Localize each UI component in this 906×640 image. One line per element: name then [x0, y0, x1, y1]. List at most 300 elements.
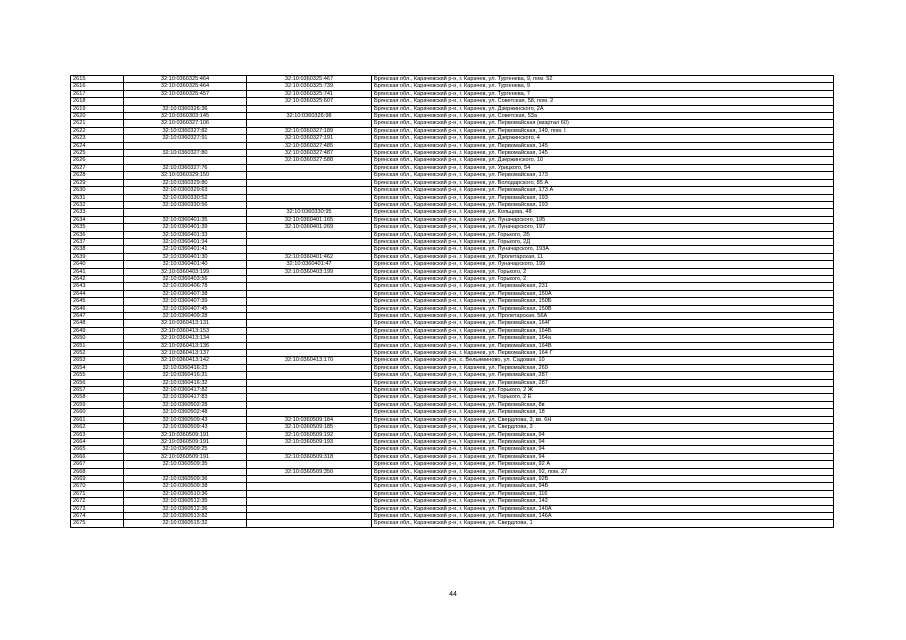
building-cadastral-number-cell: [247, 246, 372, 253]
row-number-cell: 2664: [71, 438, 124, 445]
address-cell: Брянская обл., Карачевский р-н, г. Карачев, ул. Первомайская, 140А: [372, 505, 834, 512]
land-cadastral-number-cell: 32:10:0360403:199: [124, 268, 247, 275]
table-row: [71, 372, 834, 379]
page-number: 44: [449, 591, 457, 598]
land-cadastral-number-cell: 32:10:0360329:80: [124, 179, 247, 186]
row-number-cell: 2672: [71, 498, 124, 505]
building-cadastral-number-cell: [247, 446, 372, 453]
table-row: [71, 90, 834, 97]
address-cell: Брянская обл., Карачевский р-н, г. Карачев, ул. Первомайская, 150А: [372, 290, 834, 297]
building-cadastral-number-cell: [247, 335, 372, 342]
table-row: [71, 313, 834, 320]
land-cadastral-number-cell: 32:10:0360403:56: [124, 275, 247, 282]
land-cadastral-number-cell: 32:10:0360512:35: [124, 498, 247, 505]
building-cadastral-number-cell: [247, 364, 372, 371]
address-cell: Брянская обл., Карачевский р-н, г. Карачев, ул. Первомайская, 231: [372, 283, 834, 290]
building-cadastral-number-cell: [247, 475, 372, 482]
land-cadastral-number-cell: 32:10:0360413:153: [124, 327, 247, 334]
registry-table-body: [71, 76, 834, 528]
address-cell: Брянская обл., Карачевский р-н, г. Карачев, ул. Пролетарская, 11: [372, 253, 834, 260]
address-cell: Брянская обл., Карачевский р-н, г. Карачев, ул. Горького, 2Б: [372, 231, 834, 238]
address-cell: Брянская обл., Карачевский р-н, г. Карачев, ул. Первомайская, 193: [372, 201, 834, 208]
row-number-cell: 2640: [71, 261, 124, 268]
address-cell: Брянская обл., Карачевский р-н, г. Карачев, ул. Первомайская, 94: [372, 446, 834, 453]
land-cadastral-number-cell: 32:10:0360417:82: [124, 387, 247, 394]
row-number-cell: 2668: [71, 468, 124, 475]
land-cadastral-number-cell: 32:10:0360502:48: [124, 409, 247, 416]
address-cell: Брянская обл., Карачевский р-н, г. Карачев, ул. Свердлова, 3, кв. 6Н: [372, 416, 834, 423]
table-row: [71, 446, 834, 453]
address-cell: Брянская обл., Карачевский р-н, г. Карачев, ул. Первомайская, 94Б: [372, 483, 834, 490]
land-cadastral-number-cell: 32:10:0360401:40: [124, 261, 247, 268]
table-row: [71, 512, 834, 519]
address-cell: Брянская обл., Карачевский р-н, г. Карачев, ул. Тургенева, 9: [372, 83, 834, 90]
building-cadastral-number-cell: [247, 327, 372, 334]
address-cell: Брянская обл., Карачевский р-н, г. Карачев, ул. Володарского, 85 А: [372, 179, 834, 186]
address-cell: Брянская обл., Карачевский р-н, г. Карачев, ул. Первомайская, 164Б: [372, 327, 834, 334]
row-number-cell: 2615: [71, 76, 124, 83]
row-number-cell: 2626: [71, 157, 124, 164]
row-number-cell: 2643: [71, 283, 124, 290]
building-cadastral-number-cell: [247, 105, 372, 112]
land-cadastral-number-cell: 32:10:0360325:464: [124, 76, 247, 83]
building-cadastral-number-cell: [247, 350, 372, 357]
land-cadastral-number-cell: 32:10:0360413:131: [124, 320, 247, 327]
address-cell: Брянская обл., Карачевский р-н, г. Карачев, ул. Первомайская, 8в: [372, 401, 834, 408]
land-cadastral-number-cell: 32:10:0360515:32: [124, 520, 247, 527]
land-cadastral-number-cell: 32:10:0360509:38: [124, 483, 247, 490]
building-cadastral-number-cell: [247, 283, 372, 290]
land-cadastral-number-cell: [124, 98, 247, 105]
row-number-cell: 2665: [71, 446, 124, 453]
land-cadastral-number-cell: 32:10:0360502:28: [124, 401, 247, 408]
address-cell: Брянская обл., Карачевский р-н, г. Карачев, ул. Первомайская, 92Б: [372, 475, 834, 482]
table-row: [71, 298, 834, 305]
address-cell: Брянская обл., Карачевский р-н, г. Карачев, ул. Тургенева, 9, пом. 52: [372, 76, 834, 83]
table-row: [71, 483, 834, 490]
address-cell: Брянская обл., Карачевский р-н, г. Карачев, ул. Первомайская, 92, пом. 27: [372, 468, 834, 475]
building-cadastral-number-cell: [247, 179, 372, 186]
table-row: [71, 275, 834, 282]
row-number-cell: 2673: [71, 505, 124, 512]
land-cadastral-number-cell: 32:10:0360325:464: [124, 83, 247, 90]
table-row: [71, 468, 834, 475]
address-cell: Брянская обл., Карачевский р-н, г. Карачев, ул. Горького, 2Д: [372, 238, 834, 245]
building-cadastral-number-cell: 32:10:0360330:95: [247, 209, 372, 216]
land-cadastral-number-cell: 32:10:0360413:136: [124, 342, 247, 349]
row-number-cell: 2627: [71, 164, 124, 171]
building-cadastral-number-cell: 32:10:0360509:318: [247, 453, 372, 460]
building-cadastral-number-cell: [247, 461, 372, 468]
row-number-cell: 2623: [71, 135, 124, 142]
table-row: [71, 157, 834, 164]
table-row: [71, 76, 834, 83]
address-cell: Брянская обл., Карачевский р-н, г. Карачев, ул. Первомайская, 94: [372, 438, 834, 445]
address-cell: Брянская обл., Карачевский р-н, г. Карачев, ул. Первомайская, 193: [372, 194, 834, 201]
table-row: [71, 461, 834, 468]
table-row: [71, 364, 834, 371]
address-cell: Брянская обл., Карачевский р-н, г. Карачев, ул. Свердлова, 1: [372, 520, 834, 527]
building-cadastral-number-cell: [247, 387, 372, 394]
land-cadastral-number-cell: 32:10:0360413:142: [124, 357, 247, 364]
table-row: [71, 475, 834, 482]
land-cadastral-number-cell: 32:10:0360330:52: [124, 194, 247, 201]
land-cadastral-number-cell: 32:10:0360401:35: [124, 216, 247, 223]
row-number-cell: 2638: [71, 246, 124, 253]
row-number-cell: 2641: [71, 268, 124, 275]
row-number-cell: 2617: [71, 90, 124, 97]
building-cadastral-number-cell: 32:10:0360509:350: [247, 468, 372, 475]
table-row: [71, 453, 834, 460]
land-cadastral-number-cell: 32:10:0360509:43: [124, 416, 247, 423]
row-number-cell: 2648: [71, 320, 124, 327]
table-row: [71, 290, 834, 297]
table-row: [71, 357, 834, 364]
building-cadastral-number-cell: 32:10:0360327:189: [247, 127, 372, 134]
address-cell: Брянская обл., Карачевский р-н, г. Карачев, ул. Советская, 53а: [372, 113, 834, 120]
table-row: [71, 142, 834, 149]
address-cell: Брянская обл., Карачевский р-н, г. Карачев, ул. Луначарского, 193А: [372, 246, 834, 253]
land-cadastral-number-cell: [124, 157, 247, 164]
land-cadastral-number-cell: 32:10:0360413:134: [124, 335, 247, 342]
land-cadastral-number-cell: 32:10:0360327:80: [124, 150, 247, 157]
land-cadastral-number-cell: 32:10:0360509:25: [124, 446, 247, 453]
address-cell: Брянская обл., Карачевский р-н, с. Вельяминово, ул. Садовая, 10: [372, 357, 834, 364]
table-row: [71, 113, 834, 120]
land-cadastral-number-cell: 32:10:0360329:150: [124, 172, 247, 179]
building-cadastral-number-cell: 32:10:0360327:191: [247, 135, 372, 142]
address-cell: Брянская обл., Карачевский р-н, г. Карачев, ул. Горького, 2: [372, 268, 834, 275]
land-cadastral-number-cell: 32:10:0360407:39: [124, 298, 247, 305]
building-cadastral-number-cell: [247, 298, 372, 305]
address-cell: Брянская обл., Карачевский р-н, г. Карачев, ул. Луначарского, 195: [372, 216, 834, 223]
table-row: [71, 194, 834, 201]
building-cadastral-number-cell: [247, 231, 372, 238]
building-cadastral-number-cell: [247, 394, 372, 401]
table-row: [71, 424, 834, 431]
row-number-cell: 2655: [71, 372, 124, 379]
address-cell: Брянская обл., Карачевский р-н, г. Карачев, ул. Дзержинского, 2А: [372, 105, 834, 112]
row-number-cell: 2656: [71, 379, 124, 386]
row-number-cell: 2653: [71, 357, 124, 364]
table-row: [71, 401, 834, 408]
row-number-cell: 2663: [71, 431, 124, 438]
table-row: [71, 261, 834, 268]
table-row: [71, 431, 834, 438]
row-number-cell: 2660: [71, 409, 124, 416]
address-cell: Брянская обл., Карачевский р-н, г. Карачев, ул. Первомайская, 287: [372, 379, 834, 386]
land-cadastral-number-cell: 32:10:0360327:91: [124, 135, 247, 142]
table-row: [71, 387, 834, 394]
row-number-cell: 2659: [71, 401, 124, 408]
row-number-cell: 2652: [71, 350, 124, 357]
building-cadastral-number-cell: [247, 194, 372, 201]
row-number-cell: 2618: [71, 98, 124, 105]
land-cadastral-number-cell: 32:10:0360406:78: [124, 283, 247, 290]
address-cell: Брянская обл., Карачевский р-н, г. Карачев, ул. Первомайская, 94: [372, 431, 834, 438]
building-cadastral-number-cell: [247, 275, 372, 282]
row-number-cell: 2633: [71, 209, 124, 216]
table-row: [71, 409, 834, 416]
address-cell: Брянская обл., Карачевский р-н, г. Карачев, ул. Дзержинского, 4: [372, 135, 834, 142]
address-cell: Брянская обл., Карачевский р-н, г. Карачев, ул. Первомайская, 149, пом. I: [372, 127, 834, 134]
land-cadastral-number-cell: 32:10:0360416:32: [124, 379, 247, 386]
land-cadastral-number-cell: 32:10:0360327:106: [124, 120, 247, 127]
land-cadastral-number-cell: 32:10:0360416:23: [124, 364, 247, 371]
table-row: [71, 120, 834, 127]
address-cell: Брянская обл., Карачевский р-н, г. Карачев, ул. Горького, 2 Е: [372, 394, 834, 401]
row-number-cell: 2632: [71, 201, 124, 208]
address-cell: Брянская обл., Карачевский р-н, г. Карачев, ул. Урицкого, 54: [372, 164, 834, 171]
building-cadastral-number-cell: [247, 520, 372, 527]
land-cadastral-number-cell: 32:10:0360509:191: [124, 431, 247, 438]
table-row: [71, 394, 834, 401]
row-number-cell: 2619: [71, 105, 124, 112]
table-row: [71, 172, 834, 179]
row-number-cell: 2657: [71, 387, 124, 394]
land-cadastral-number-cell: [124, 142, 247, 149]
address-cell: Брянская обл., Карачевский р-н, г. Карачев, ул. Кольцова, 48: [372, 209, 834, 216]
table-row: [71, 335, 834, 342]
table-row: [71, 416, 834, 423]
building-cadastral-number-cell: 32:10:0360403:199: [247, 268, 372, 275]
row-number-cell: 2616: [71, 83, 124, 90]
land-cadastral-number-cell: [124, 468, 247, 475]
row-number-cell: 2631: [71, 194, 124, 201]
address-cell: Брянская обл., Карачевский р-н, г. Карачев, ул. Первомайская, 142: [372, 498, 834, 505]
table-row: [71, 238, 834, 245]
row-number-cell: 2624: [71, 142, 124, 149]
table-row: [71, 320, 834, 327]
land-cadastral-number-cell: 32:10:0360510:36: [124, 490, 247, 497]
row-number-cell: 2644: [71, 290, 124, 297]
row-number-cell: 2645: [71, 298, 124, 305]
building-cadastral-number-cell: 32:10:0360509:193: [247, 438, 372, 445]
land-cadastral-number-cell: 32:10:0360327:82: [124, 127, 247, 134]
row-number-cell: 2620: [71, 113, 124, 120]
address-cell: Брянская обл., Карачевский р-н, г. Карачев, ул. Первомайская, 92 А: [372, 461, 834, 468]
document-page: [70, 75, 834, 528]
row-number-cell: 2635: [71, 224, 124, 231]
land-cadastral-number-cell: 32:10:0360509:191: [124, 438, 247, 445]
address-cell: Брянская обл., Карачевский р-н, г. Карачев, ул. Первомайская, 150Б: [372, 298, 834, 305]
building-cadastral-number-cell: [247, 512, 372, 519]
building-cadastral-number-cell: [247, 505, 372, 512]
building-cadastral-number-cell: [247, 379, 372, 386]
row-number-cell: 2654: [71, 364, 124, 371]
land-cadastral-number-cell: 32:10:0360509:191: [124, 453, 247, 460]
building-cadastral-number-cell: [247, 201, 372, 208]
building-cadastral-number-cell: 32:10:0360401:165: [247, 216, 372, 223]
table-row: [71, 342, 834, 349]
table-row: [71, 216, 834, 223]
building-cadastral-number-cell: [247, 238, 372, 245]
row-number-cell: 2637: [71, 238, 124, 245]
table-row: [71, 83, 834, 90]
address-cell: Брянская обл., Карачевский р-н, г. Карачев, ул. Первомайская, 269: [372, 364, 834, 371]
row-number-cell: 2622: [71, 127, 124, 134]
address-cell: Брянская обл., Карачевский р-н, г. Карачев, ул. Тургенева, 7: [372, 90, 834, 97]
row-number-cell: 2621: [71, 120, 124, 127]
table-row: [71, 268, 834, 275]
table-row: [71, 224, 834, 231]
table-row: [71, 231, 834, 238]
row-number-cell: 2625: [71, 150, 124, 157]
table-row: [71, 350, 834, 357]
address-cell: Брянская обл., Карачевский р-н, г. Карачев, ул. Пролетарская, 56А: [372, 313, 834, 320]
land-cadastral-number-cell: 32:10:0360512:36: [124, 505, 247, 512]
address-cell: Брянская обл., Карачевский р-н, г. Карачев, ул. Первомайская, 164а: [372, 335, 834, 342]
building-cadastral-number-cell: [247, 187, 372, 194]
row-number-cell: 2671: [71, 490, 124, 497]
row-number-cell: 2661: [71, 416, 124, 423]
land-cadastral-number-cell: 32:10:0360509:36: [124, 475, 247, 482]
table-row: [71, 438, 834, 445]
building-cadastral-number-cell: [247, 342, 372, 349]
table-row: [71, 201, 834, 208]
row-number-cell: 2662: [71, 424, 124, 431]
address-cell: Брянская обл., Карачевский р-н, г. Карачев, ул. Первомайская (квартал 60): [372, 120, 834, 127]
building-cadastral-number-cell: 32:10:0360401:47: [247, 261, 372, 268]
row-number-cell: 2628: [71, 172, 124, 179]
land-cadastral-number-cell: 32:10:0360303:145: [124, 113, 247, 120]
land-cadastral-number-cell: 32:10:0360330:56: [124, 201, 247, 208]
table-row: [71, 505, 834, 512]
building-cadastral-number-cell: [247, 490, 372, 497]
building-cadastral-number-cell: [247, 164, 372, 171]
row-number-cell: 2658: [71, 394, 124, 401]
row-number-cell: 2639: [71, 253, 124, 260]
address-cell: Брянская обл., Карачевский р-н, г. Карачев, ул. Первомайская, 173 А: [372, 187, 834, 194]
row-number-cell: 2636: [71, 231, 124, 238]
building-cadastral-number-cell: 32:10:0360325:467: [247, 76, 372, 83]
land-cadastral-number-cell: 32:10:0360407:45: [124, 305, 247, 312]
land-cadastral-number-cell: 32:10:0360401:33: [124, 231, 247, 238]
land-cadastral-number-cell: 32:10:0360407:38: [124, 290, 247, 297]
address-cell: Брянская обл., Карачевский р-н, г. Карачев, ул. Первомайская, 94: [372, 453, 834, 460]
row-number-cell: 2629: [71, 179, 124, 186]
row-number-cell: 2650: [71, 335, 124, 342]
land-cadastral-number-cell: 32:10:0360401:39: [124, 224, 247, 231]
table-row: [71, 283, 834, 290]
building-cadastral-number-cell: [247, 498, 372, 505]
building-cadastral-number-cell: [247, 320, 372, 327]
address-cell: Брянская обл., Карачевский р-н, г. Карачев, ул. Первомайская, 173: [372, 172, 834, 179]
address-cell: Брянская обл., Карачевский р-н, г. Карачев, ул. Горького, 2 Ж: [372, 387, 834, 394]
land-cadastral-number-cell: 32:10:0360416:31: [124, 372, 247, 379]
building-cadastral-number-cell: 32:10:0360509:185: [247, 424, 372, 431]
row-number-cell: 2649: [71, 327, 124, 334]
building-cadastral-number-cell: 32:10:0360509:184: [247, 416, 372, 423]
building-cadastral-number-cell: 32:10:0360325:739: [247, 83, 372, 90]
table-row: [71, 246, 834, 253]
building-cadastral-number-cell: [247, 120, 372, 127]
row-number-cell: 2630: [71, 187, 124, 194]
row-number-cell: 2669: [71, 475, 124, 482]
address-cell: Брянская обл., Карачевский р-н, г. Карачев, ул. Первомайская, 164 Г: [372, 350, 834, 357]
land-cadastral-number-cell: 32:10:0360417:83: [124, 394, 247, 401]
building-cadastral-number-cell: 32:10:0360327:487: [247, 150, 372, 157]
address-cell: Брянская обл., Карачевский р-н, г. Карачев, ул. Первомайская, 287: [372, 372, 834, 379]
table-row: [71, 98, 834, 105]
address-cell: Брянская обл., Карачевский р-н, г. Карачев, ул. Советская, 58, пом. 2: [372, 98, 834, 105]
building-cadastral-number-cell: 32:10:0360327:485: [247, 142, 372, 149]
table-row: [71, 150, 834, 157]
building-cadastral-number-cell: 32:10:0360325:741: [247, 90, 372, 97]
table-row: [71, 379, 834, 386]
building-cadastral-number-cell: 32:10:0360326:98: [247, 113, 372, 120]
building-cadastral-number-cell: [247, 305, 372, 312]
land-cadastral-number-cell: 32:10:0360413:137: [124, 350, 247, 357]
address-cell: Брянская обл., Карачевский р-н, г. Карачев, ул. Дзержинского, 10: [372, 157, 834, 164]
table-row: [71, 127, 834, 134]
row-number-cell: 2651: [71, 342, 124, 349]
building-cadastral-number-cell: 32:10:0360327:588: [247, 157, 372, 164]
land-cadastral-number-cell: 32:10:0360509:43: [124, 424, 247, 431]
row-number-cell: 2670: [71, 483, 124, 490]
address-cell: Брянская обл., Карачевский р-н, г. Карачев, ул. Первомайская, 164В: [372, 342, 834, 349]
building-cadastral-number-cell: 32:10:0360401:462: [247, 253, 372, 260]
table-row: [71, 164, 834, 171]
address-cell: Брянская обл., Карачевский р-н, г. Карачев, ул. Первомайская, 116: [372, 490, 834, 497]
table-row: [71, 179, 834, 186]
address-cell: Брянская обл., Карачевский р-н, г. Карачев, ул. Луначарского, 199: [372, 261, 834, 268]
building-cadastral-number-cell: [247, 290, 372, 297]
building-cadastral-number-cell: 32:10:0360413:170: [247, 357, 372, 364]
building-cadastral-number-cell: [247, 172, 372, 179]
land-cadastral-number-cell: 32:10:0360326:36: [124, 105, 247, 112]
row-number-cell: 2675: [71, 520, 124, 527]
address-cell: Брянская обл., Карачевский р-н, г. Карачев, ул. Первомайская, 150В: [372, 305, 834, 312]
land-cadastral-number-cell: 32:10:0360401:41: [124, 246, 247, 253]
building-cadastral-number-cell: 32:10:0360401:269: [247, 224, 372, 231]
table-row: [71, 498, 834, 505]
land-cadastral-number-cell: 32:10:0360327:76: [124, 164, 247, 171]
building-cadastral-number-cell: 32:10:0360325:607: [247, 98, 372, 105]
land-cadastral-number-cell: 32:10:0360401:30: [124, 253, 247, 260]
row-number-cell: 2642: [71, 275, 124, 282]
land-cadastral-number-cell: 32:10:0360329:63: [124, 187, 247, 194]
table-row: [71, 327, 834, 334]
table-row: [71, 105, 834, 112]
row-number-cell: 2634: [71, 216, 124, 223]
table-row: [71, 253, 834, 260]
building-cadastral-number-cell: 32:10:0360509:192: [247, 431, 372, 438]
address-cell: Брянская обл., Карачевский р-н, г. Карачев, ул. Луначарского, 197: [372, 224, 834, 231]
address-cell: Брянская обл., Карачевский р-н, г. Карачев, ул. Первомайская, 146А: [372, 512, 834, 519]
address-cell: Брянская обл., Карачевский р-н, г. Карачев, ул. Первомайская, 145: [372, 142, 834, 149]
land-cadastral-number-cell: 32:10:0360513:82: [124, 512, 247, 519]
building-cadastral-number-cell: [247, 401, 372, 408]
address-cell: Брянская обл., Карачевский р-н, г. Карачев, ул. Горького, 2: [372, 275, 834, 282]
row-number-cell: 2647: [71, 313, 124, 320]
table-row: [71, 187, 834, 194]
row-number-cell: 2646: [71, 305, 124, 312]
land-cadastral-number-cell: 32:10:0360509:35: [124, 461, 247, 468]
table-row: [71, 520, 834, 527]
table-row: [71, 135, 834, 142]
building-cadastral-number-cell: [247, 372, 372, 379]
address-cell: Брянская обл., Карачевский р-н, г. Карачев, ул. Первомайская, 164Г: [372, 320, 834, 327]
table-row: [71, 209, 834, 216]
building-cadastral-number-cell: [247, 409, 372, 416]
table-row: [71, 305, 834, 312]
land-cadastral-number-cell: 32:10:0360409:28: [124, 313, 247, 320]
row-number-cell: 2667: [71, 461, 124, 468]
land-cadastral-number-cell: 32:10:0360401:34: [124, 238, 247, 245]
table-row: [71, 490, 834, 497]
row-number-cell: 2674: [71, 512, 124, 519]
